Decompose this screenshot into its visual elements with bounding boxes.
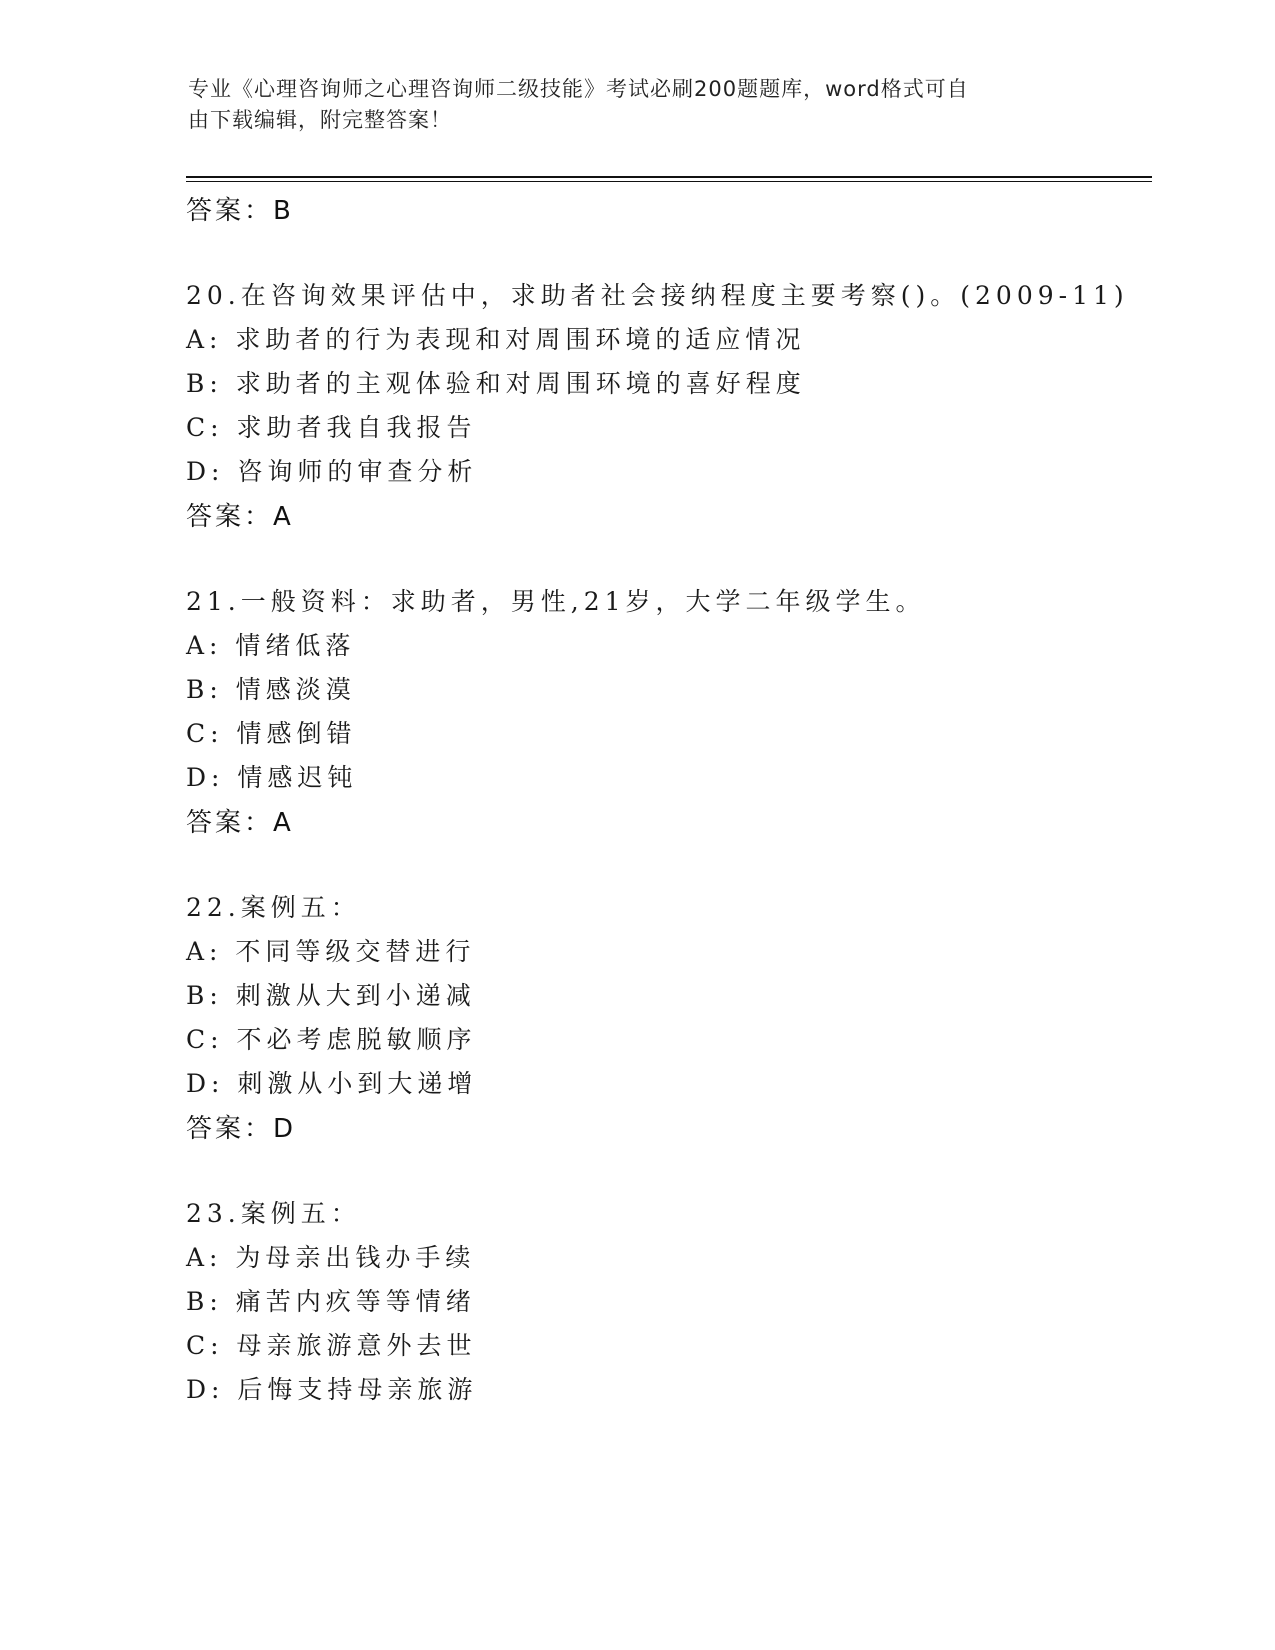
question-20-option-c: C: 求助者我自我报告: [186, 413, 477, 442]
question-21-option-c: C: 情感倒错: [186, 719, 357, 748]
question-22-option-a: A: 不同等级交替进行: [186, 937, 476, 966]
question-20-text: 20.在咨询效果评估中，求助者社会接纳程度主要考察()。(2009-11): [186, 281, 1129, 310]
question-23-text: 23.案例五：: [186, 1199, 361, 1228]
document-header: [188, 74, 1068, 136]
question-21-option-b: B: 情感淡漠: [186, 675, 356, 704]
header-rule-thin: [186, 181, 1152, 182]
question-21-text: 21.一般资料：求助者，男性,21岁，大学二年级学生。: [186, 587, 926, 616]
header-line-1: 专业《心理咨询师之心理咨询师二级技能》考试必刷200题题库，word格式可自: [188, 77, 969, 101]
question-23-option-a: A: 为母亲出钱办手续: [186, 1243, 476, 1272]
question-20-answer: 答案：A: [186, 502, 294, 532]
question-22-answer: 答案：D: [186, 1114, 297, 1144]
question-23-option-b: B: 痛苦内疚等等情绪: [186, 1287, 476, 1316]
question-23-option-d: D: 后悔支持母亲旅游: [186, 1375, 478, 1404]
question-21-answer: 答案：A: [186, 808, 294, 838]
question-20-option-d: D: 咨询师的审查分析: [186, 457, 478, 486]
question-22-option-c: C: 不必考虑脱敏顺序: [186, 1025, 477, 1054]
header-rule-thick: [186, 176, 1152, 178]
question-22-option-b: B: 刺激从大到小递减: [186, 981, 476, 1010]
header-line-2: 由下载编辑，附完整答案！: [188, 108, 452, 132]
question-22-option-d: D: 刺激从小到大递增: [186, 1069, 478, 1098]
question-21-option-a: A: 情绪低落: [186, 631, 356, 660]
question-20-option-a: A: 求助者的行为表现和对周围环境的适应情况: [186, 325, 806, 354]
answer-previous: 答案：B: [186, 196, 294, 226]
question-20-option-b: B: 求助者的主观体验和对周围环境的喜好程度: [186, 369, 806, 398]
question-22-text: 22.案例五：: [186, 893, 361, 922]
question-23-option-c: C: 母亲旅游意外去世: [186, 1331, 477, 1360]
question-21-option-d: D: 情感迟钝: [186, 763, 358, 792]
